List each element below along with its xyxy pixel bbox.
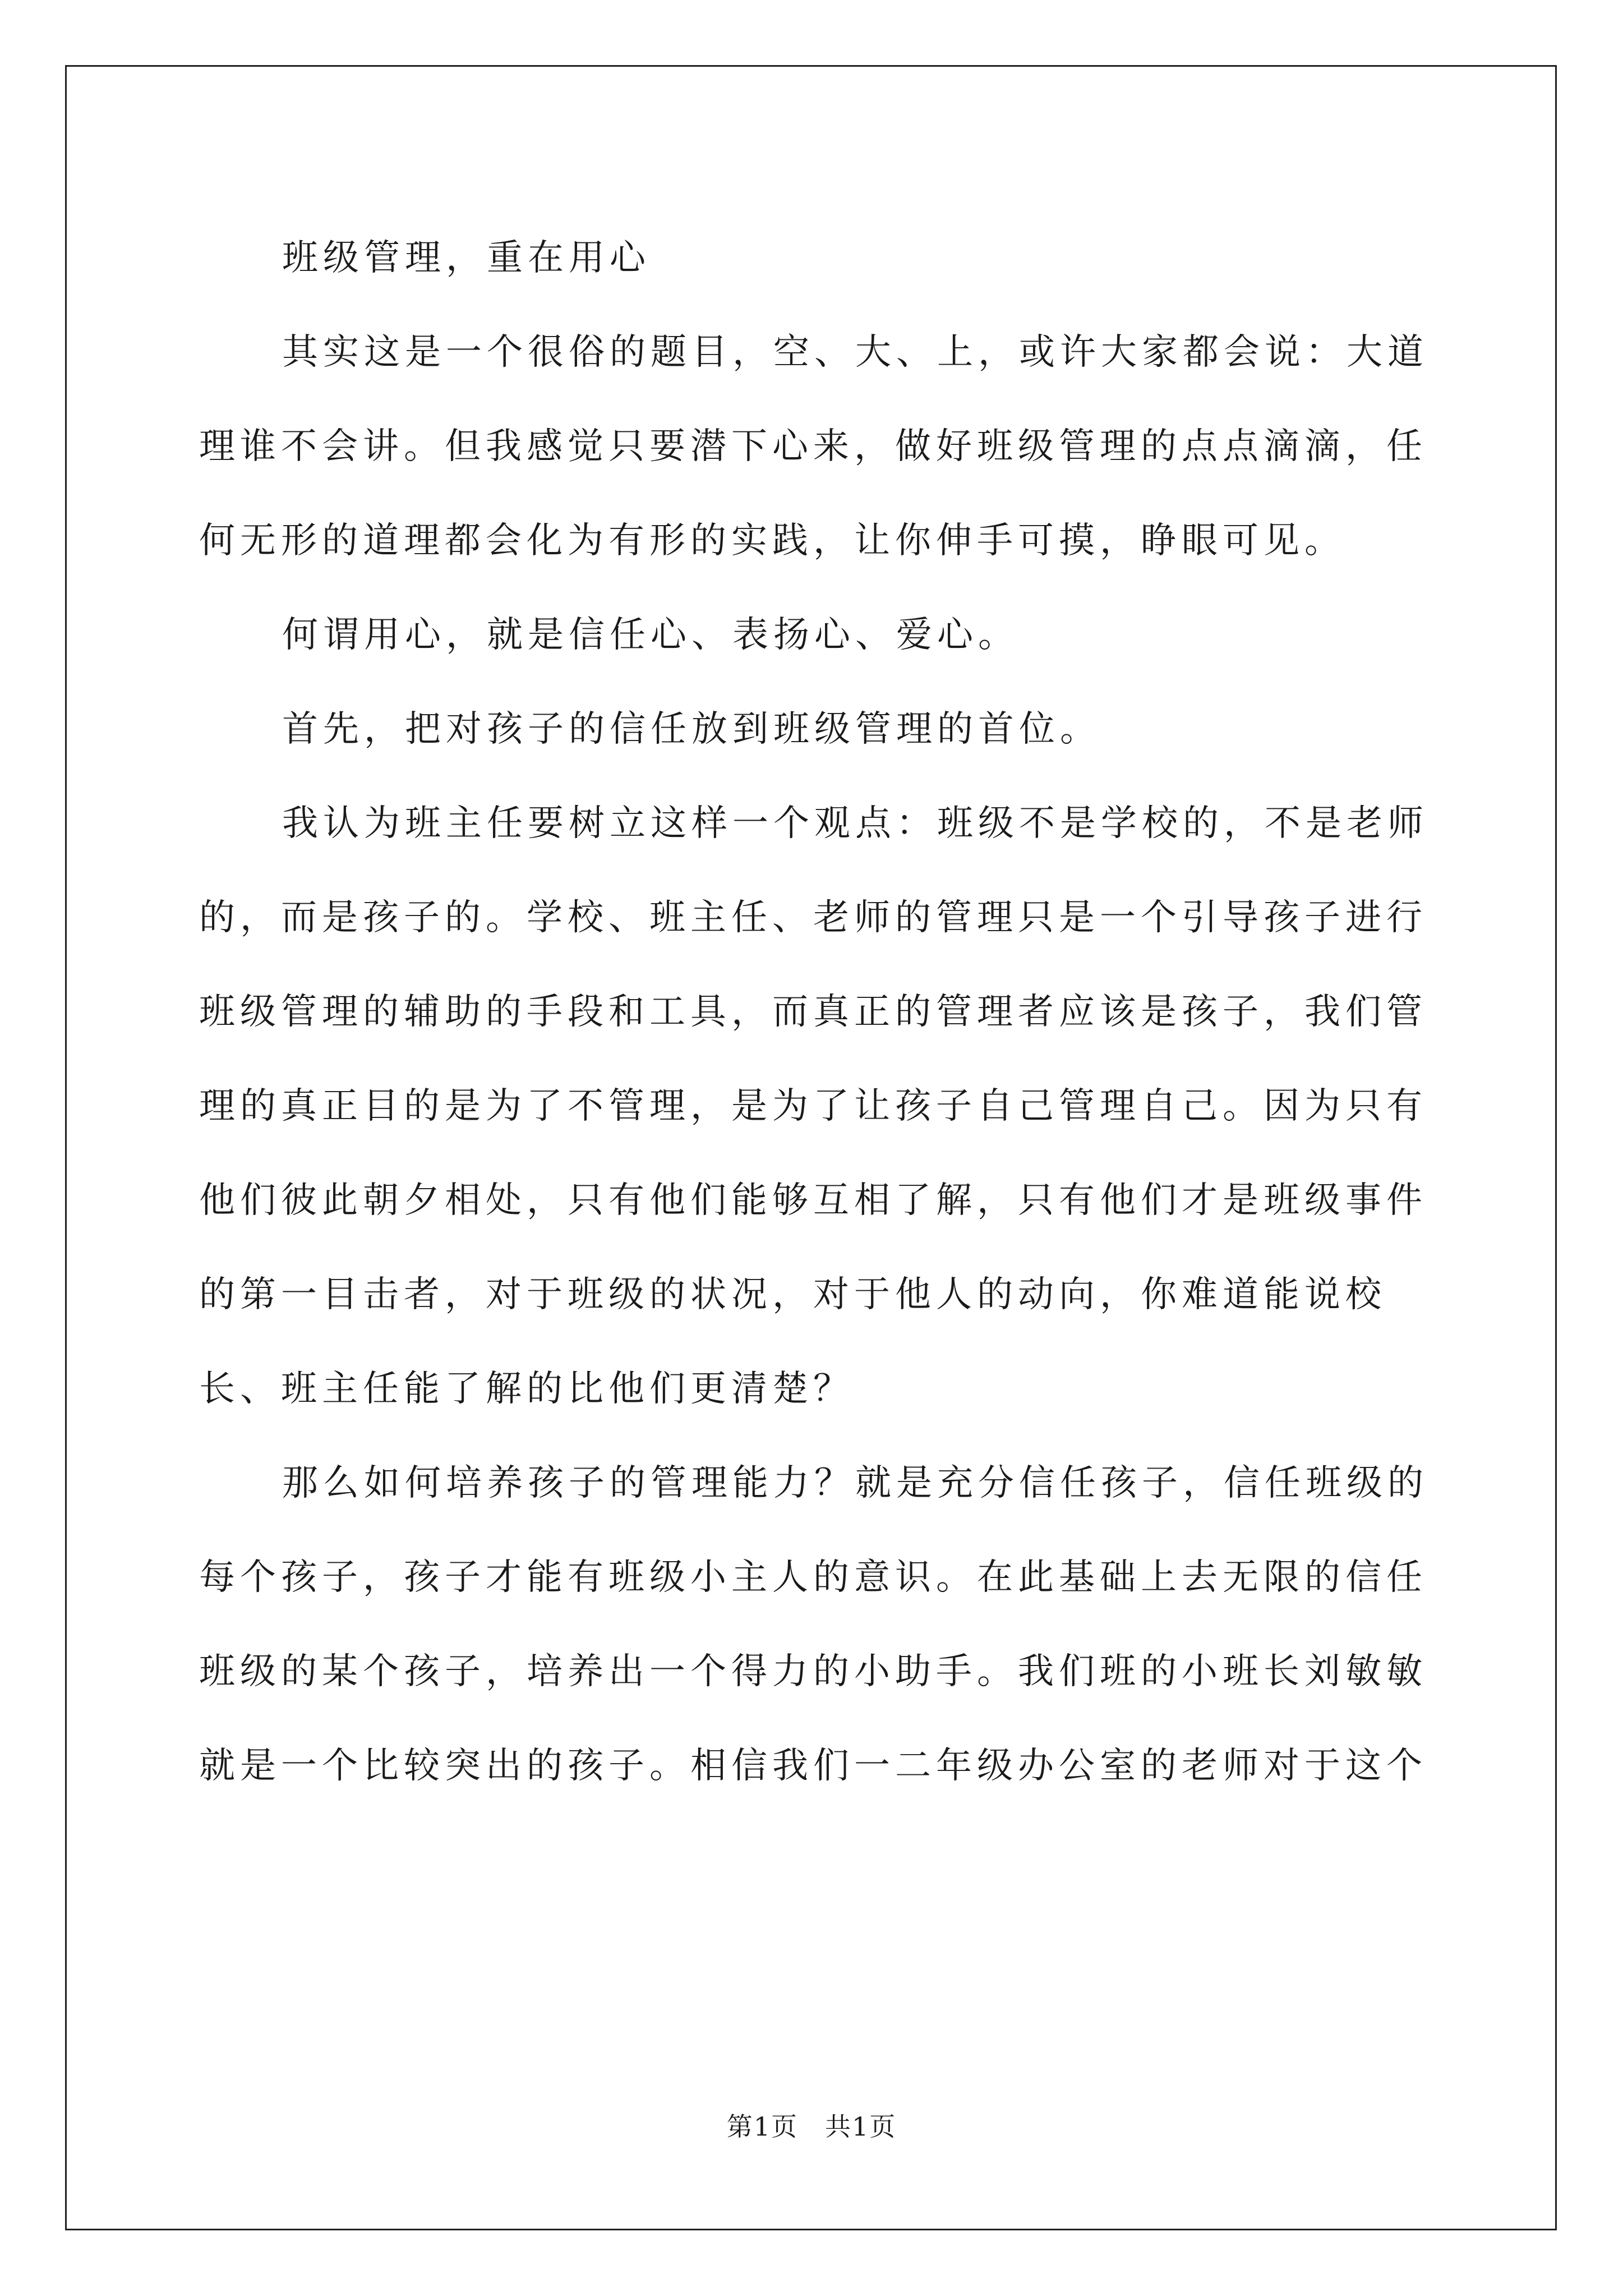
paragraph-4: 我认为班主任要树立这样一个观点：班级不是学校的，不是老师的，而是孩子的。学校、班主任、老师的管理只是一个引导孩子进行班级管理的辅助的手段和工具，而真正的管理者应该是孩子，我们管理的真正目的是为了不管理，是为了让孩子自己管理自己。因为只有他们彼此朝夕相处，只有他们能够互相了解，只有他们才是班级事件的第一目击者，对于班级的状况，对于他人的动向，你难道能说校长、班主任能了解的比他们更清楚？ bbox=[199, 803, 1428, 1410]
paragraph-3: 首先，把对孩子的信任放到班级管理的首位。 bbox=[282, 708, 1101, 750]
document-body bbox=[199, 211, 1433, 1813]
paragraph-1: 其实这是一个很俗的题目，空、大、上，或许大家都会说：大道理谁不会讲。但我感觉只要潜下心来，做好班级管理的点点滴滴，任何无形的道理都会化为有形的实践，让你伸手可摸，睁眼可见。 bbox=[199, 332, 1428, 562]
paragraph-5: 那么如何培养孩子的管理能力？就是充分信任孩子，信任班级的每个孩子，孩子才能有班级小主人的意识。在此基础上去无限的信任班级的某个孩子，培养出一个得力的小助手。我们班的小班长刘敏敏就是一个比较突出的孩子。相信我们一二年级办公室的老师对于这个 bbox=[199, 1462, 1428, 1787]
document-title: 班级管理，重在用心 bbox=[282, 237, 651, 279]
page-number-footer: 第1页 共1页 bbox=[726, 2111, 897, 2142]
paragraph-2: 何谓用心，就是信任心、表扬心、爱心。 bbox=[282, 614, 1019, 656]
